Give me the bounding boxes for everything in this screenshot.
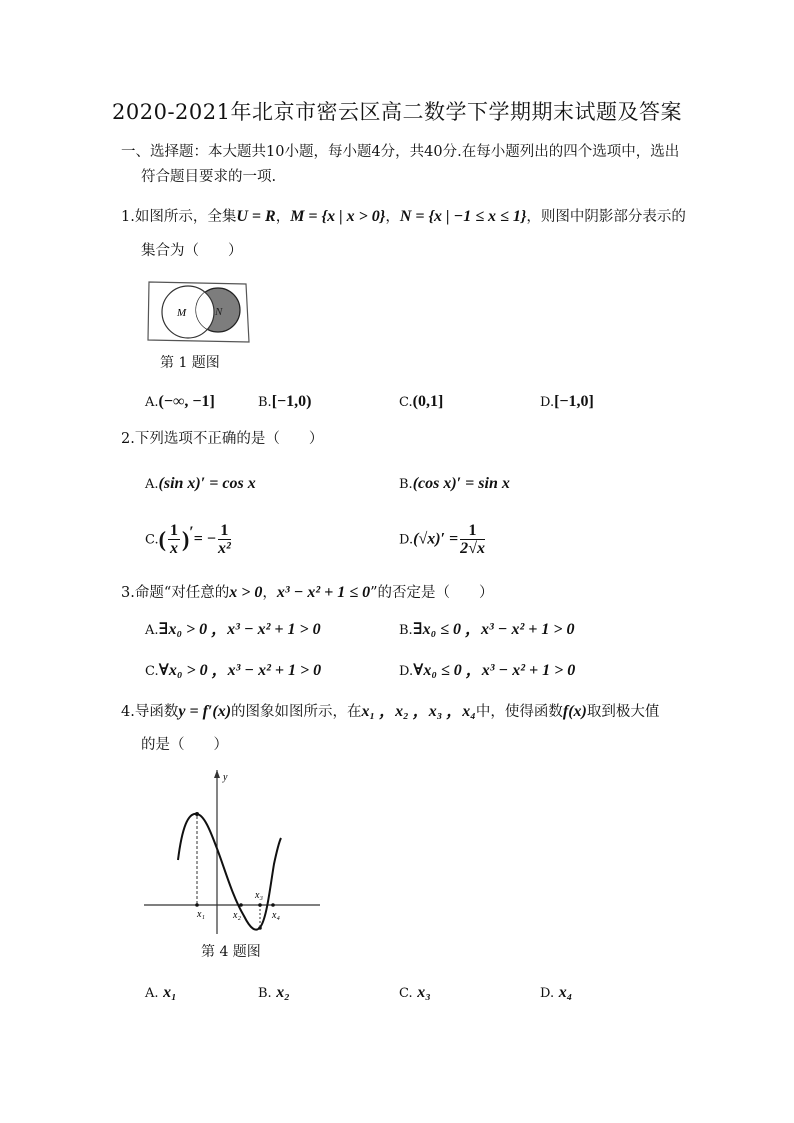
- question-text: ，则图中阴影部分表示的: [526, 209, 686, 225]
- derivative-graph: [140, 768, 330, 938]
- label-n: N: [215, 306, 223, 318]
- q4-option-a: A. x₁: [145, 984, 177, 1001]
- figure-4-caption: 第 4 题图: [201, 944, 261, 960]
- min-point: [258, 926, 262, 930]
- math-expr: M = {x | x > 0}: [290, 208, 386, 225]
- section-heading-cont: 符合题目要求的一项.: [141, 169, 277, 185]
- q2-option-c: C.( $\frac{1}{x}$ )′= − $\frac{1}{\text{x²}}$: [145, 522, 231, 557]
- derivative-curve: [178, 814, 281, 930]
- q3-option-d: D.∀x₀ ≤ 0 ，x³ − x² + 1 > 0: [399, 662, 576, 679]
- section-heading: 一、选择题：本大题共10小题，每小题4分，共40分.在每小题列出的四个选项中，选出: [121, 144, 680, 160]
- q4-option-b: B. x₂: [258, 984, 290, 1001]
- q3-option-b: B.∃x₀ ≤ 0 ，x³ − x² + 1 > 0: [399, 621, 575, 638]
- point-x2: [239, 903, 243, 907]
- question-4-stem-cont: 的是（ ）: [141, 737, 228, 753]
- q1-option-c: C.(0,1]: [399, 393, 444, 410]
- q2-option-b: B.(cos x)′ = sin x: [399, 475, 510, 492]
- q3-option-c: C.∀x₀ > 0 ，x³ − x² + 1 > 0: [145, 662, 322, 679]
- separator: ，: [275, 209, 291, 225]
- label-x3: x₃: [255, 890, 263, 901]
- q2-option-a: A.(sin x)′ = cos x: [145, 475, 256, 492]
- question-1-stem-cont: 集合为（ ）: [141, 243, 243, 259]
- max-point: [195, 812, 199, 816]
- y-axis-arrow: [214, 770, 220, 778]
- math-expr: N = {x | −1 ≤ x ≤ 1}: [399, 208, 527, 225]
- question-1-stem: [121, 206, 686, 228]
- label-m: M: [177, 307, 187, 319]
- label-x4: x₄: [272, 910, 280, 921]
- question-text: 如图所示，全集: [134, 209, 237, 225]
- point-x3: [258, 903, 262, 907]
- q1-option-d: D.[−1,0]: [540, 393, 594, 410]
- q4-option-c: C. x₃: [399, 984, 431, 1001]
- question-3-stem: 3.命题“对任意的x > 0，x³ − x² + 1 ≤ 0”的否定是（ ）: [121, 584, 494, 601]
- point-x1: [195, 903, 199, 907]
- question-2-stem: 2.下列选项不正确的是（ ）: [121, 431, 324, 447]
- q3-option-a: A.∃x₀ > 0 ，x³ − x² + 1 > 0: [145, 621, 321, 638]
- q1-option-a: A.(−∞, −1]: [145, 393, 215, 410]
- y-label: y: [223, 772, 228, 783]
- q4-option-d: D. x₄: [540, 984, 573, 1001]
- separator: ，: [385, 209, 400, 225]
- math-expr: U = R: [236, 208, 276, 225]
- page-title: 2020-2021年北京市密云区高二数学下学期期末试题及答案: [112, 100, 682, 124]
- question-4-stem: 4.导函数y = f′(x)的图象如图所示，在x₁ ，x₂ ，x₃ ，x₄中，使得函数f(x)取到极大值: [121, 703, 660, 720]
- question-number: 1.: [121, 209, 135, 225]
- q2-option-d: D.(√x)′ = $\frac{1}{2√x}$: [399, 522, 485, 557]
- q1-option-b: B.[−1,0): [258, 393, 312, 410]
- label-x2: x₂: [233, 910, 241, 921]
- point-x4: [271, 903, 275, 907]
- label-x1: x₁: [197, 909, 205, 920]
- figure-1-caption: 第 1 题图: [160, 355, 220, 371]
